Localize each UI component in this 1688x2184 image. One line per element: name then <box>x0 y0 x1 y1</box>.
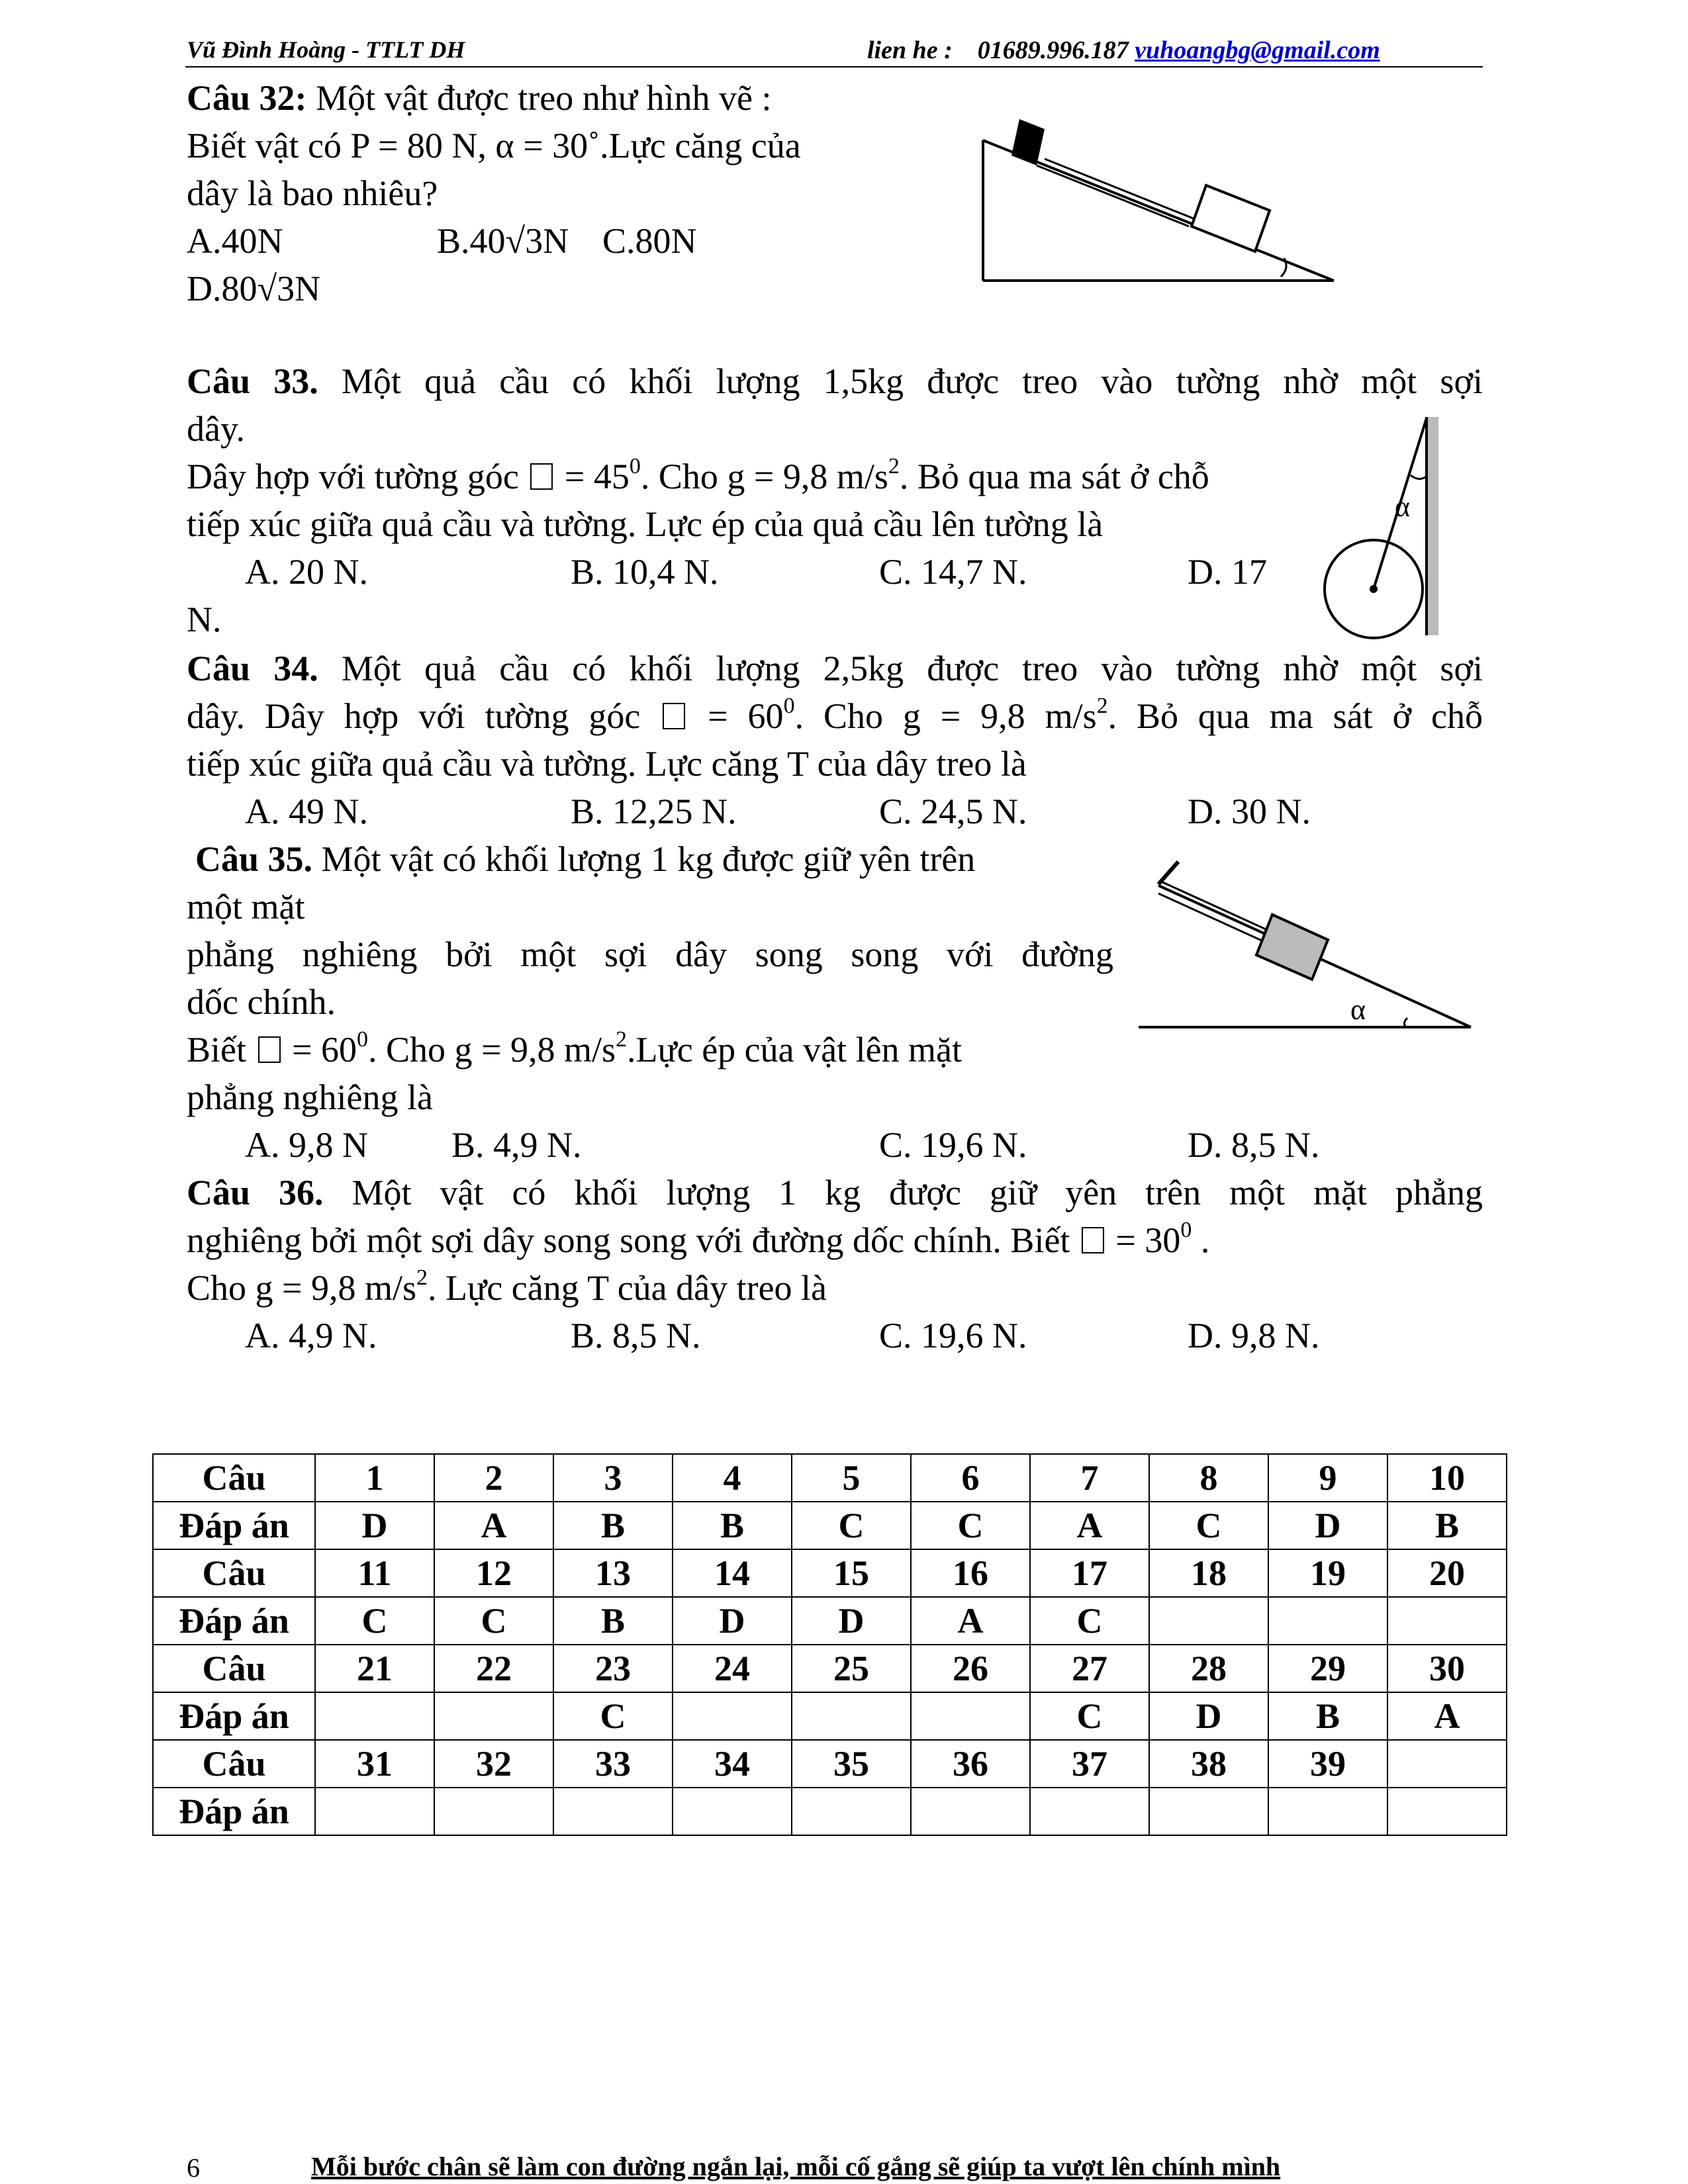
answer-table-cell: 12 <box>434 1549 553 1597</box>
q33-label: Câu 33. <box>187 361 318 401</box>
q32-figure <box>973 113 1344 291</box>
page-number: 6 <box>187 2153 200 2183</box>
answer-table-cell: 3 <box>553 1454 673 1502</box>
q32-line2: Biết vật có P = 80 N, α = 30˚.Lực căng của <box>187 126 801 165</box>
answer-table-row-header: Đáp án <box>153 1692 315 1740</box>
q32-option-a: A.40N <box>187 221 283 261</box>
q36-option-c: C. 19,6 N. <box>879 1316 1027 1355</box>
answer-table-cell: C <box>315 1597 434 1645</box>
q34-line2: dây. Dây hợp với tường góc = $60^0$. Cho g = 9,8 $m/s^2$. Bỏ qua ma sát ở chỗ <box>187 694 1483 736</box>
q35-line5: Biết = $60^0$. Cho g = 9,8 $m/s^2.Lực$ ép của vật lên mặt <box>187 1027 962 1069</box>
answer-table-cell: 6 <box>911 1454 1030 1502</box>
q33-option-c: C. 14,7 N. <box>879 552 1027 592</box>
missing-glyph-box <box>258 1036 281 1063</box>
answer-table-cell <box>911 1788 1030 1835</box>
answer-table-cell <box>792 1788 911 1835</box>
answer-table-cell <box>1149 1788 1268 1835</box>
answer-table-row <box>153 1788 1507 1835</box>
header-contact-label: lien he : <box>867 36 953 64</box>
answer-table-cell <box>911 1692 1030 1740</box>
q35-line2: một mặt <box>187 887 305 927</box>
answer-table-cell: 39 <box>1268 1740 1387 1788</box>
q32-rope <box>1045 159 1198 220</box>
answer-table-row-header: Đáp án <box>153 1788 315 1835</box>
q36-option-a: A. 4,9 N. <box>245 1316 377 1355</box>
answer-table-cell: 19 <box>1268 1549 1387 1597</box>
q34-label: Câu 34. <box>187 649 318 688</box>
q36-line1: Câu 36. Một vật có khối lượng 1 kg được giữ yên trên một mặt phẳng <box>187 1173 1483 1212</box>
answer-table-row <box>153 1597 1507 1645</box>
q35-line6: phẳng nghiêng là <box>187 1077 433 1117</box>
answer-table-cell: 13 <box>553 1549 673 1597</box>
answer-table-cell: B <box>1387 1502 1507 1549</box>
answer-table-cell: 35 <box>792 1740 911 1788</box>
q35-block <box>1256 915 1328 979</box>
answer-table-cell: 10 <box>1387 1454 1507 1502</box>
q33-wall-hatch <box>1428 417 1438 635</box>
q35-angle-arc <box>1404 1018 1407 1027</box>
q35-rope <box>1161 882 1266 929</box>
answer-table-cell <box>315 1788 434 1835</box>
answer-table-cell: 21 <box>315 1645 434 1692</box>
answer-table-row-header: Câu <box>153 1645 315 1692</box>
answer-table-cell: 15 <box>792 1549 911 1597</box>
q35-option-c: C. 19,6 N. <box>879 1125 1027 1165</box>
q32-option-d: D.80√3N <box>187 269 321 308</box>
answer-table-cell: C <box>792 1502 911 1549</box>
answer-table-cell: 28 <box>1149 1645 1268 1692</box>
header-author: Vũ Đình Hoàng - TTLT DH <box>187 36 465 63</box>
q35-rope-2 <box>1158 893 1263 941</box>
answer-table-cell: 25 <box>792 1645 911 1692</box>
answer-table-cell: 38 <box>1149 1740 1268 1788</box>
q35-line4: dốc chính. <box>187 982 336 1022</box>
answer-table-row-header: Đáp án <box>153 1502 315 1549</box>
q34-line3: tiếp xúc giữa quả cầu và tường. Lực căng T của dây treo là <box>187 744 1027 784</box>
answer-table-row <box>153 1645 1507 1692</box>
answer-table-cell: 33 <box>553 1740 673 1788</box>
q33-line2: dây. <box>187 409 245 449</box>
q33-angle-arc <box>1411 475 1427 479</box>
q34-option-c: C. 24,5 N. <box>879 792 1027 831</box>
answer-table-cell <box>1268 1597 1387 1645</box>
header-phone: 01689.996.187 <box>977 36 1129 64</box>
answer-table-cell <box>434 1788 553 1835</box>
answer-table-cell <box>673 1788 792 1835</box>
answer-table-cell: C <box>911 1502 1030 1549</box>
missing-glyph-box <box>663 703 685 729</box>
q33-option-d-cont: N. <box>187 600 222 639</box>
answer-table-row-header: Câu <box>153 1454 315 1502</box>
answer-table-cell: 24 <box>673 1645 792 1692</box>
answer-table-cell: B <box>1268 1692 1387 1740</box>
answer-table-cell <box>1030 1788 1149 1835</box>
answer-table-cell: B <box>673 1502 792 1549</box>
answer-table-cell <box>1268 1788 1387 1835</box>
answer-table-cell <box>1387 1597 1507 1645</box>
answer-table-row <box>153 1502 1507 1549</box>
header-rule <box>185 66 1483 68</box>
q32-line1: Câu 32: Một vật được treo như hình vẽ : <box>187 78 772 118</box>
q32-option-b: B.40√3N <box>437 221 569 261</box>
q36-option-b: B. 8,5 N. <box>571 1316 701 1355</box>
answer-table-cell: 27 <box>1030 1645 1149 1692</box>
answer-table-cell: A <box>911 1597 1030 1645</box>
q33-line1: Câu 33. Một quả cầu có khối lượng 1,5kg được treo vào tường nhờ một sợi <box>187 361 1483 401</box>
answer-table-cell: D <box>673 1597 792 1645</box>
q33-alpha-label: α <box>1395 490 1411 523</box>
answer-table-cell: 30 <box>1387 1645 1507 1692</box>
q35-line1: Câu 35. Một vật có khối lượng 1 kg được giữ yên trên <box>195 839 976 879</box>
missing-glyph-box <box>530 463 553 490</box>
q32-rope-2 <box>1037 165 1189 226</box>
answer-table-row-header: Đáp án <box>153 1597 315 1645</box>
q35-figure <box>1125 854 1483 1042</box>
q34-option-a: A. 49 N. <box>245 792 368 831</box>
answer-table-cell: C <box>1149 1502 1268 1549</box>
q32-line3: dây là bao nhiêu? <box>187 173 438 213</box>
answer-table-row <box>153 1454 1507 1502</box>
header-email-link[interactable]: vuhoangbg@gmail.com <box>1135 36 1380 64</box>
q33-ball-center <box>1370 585 1378 593</box>
answer-table-cell: 16 <box>911 1549 1030 1597</box>
answer-table-cell: 1 <box>315 1454 434 1502</box>
answer-table-cell <box>315 1692 434 1740</box>
answer-table-cell: B <box>553 1597 673 1645</box>
q35-wall-peg <box>1158 862 1178 884</box>
q35-option-d: D. 8,5 N. <box>1188 1125 1320 1165</box>
q33-option-b: B. 10,4 N. <box>571 552 719 592</box>
q33-option-a: A. 20 N. <box>245 552 368 592</box>
answer-table-cell <box>434 1692 553 1740</box>
q34-option-b: B. 12,25 N. <box>571 792 737 831</box>
answer-table-cell: 11 <box>315 1549 434 1597</box>
answer-table-cell: 29 <box>1268 1645 1387 1692</box>
q33-line4: tiếp xúc giữa quả cầu và tường. Lực ép của quả cầu lên tường là <box>187 504 1103 544</box>
q35-line3: phẳng nghiêng bởi một sợi dây song song với đường <box>187 934 1113 974</box>
q36-option-d: D. 9,8 N. <box>1188 1316 1320 1355</box>
answer-table-cell: 23 <box>553 1645 673 1692</box>
answer-table-cell: 31 <box>315 1740 434 1788</box>
answer-table-cell: C <box>1030 1692 1149 1740</box>
answer-table-cell: 26 <box>911 1645 1030 1692</box>
answer-table-cell: 36 <box>911 1740 1030 1788</box>
answer-table-cell: 14 <box>673 1549 792 1597</box>
answer-table-cell: 8 <box>1149 1454 1268 1502</box>
answer-table-cell: D <box>792 1597 911 1645</box>
answer-table-cell: 32 <box>434 1740 553 1788</box>
answer-table-row <box>153 1692 1507 1740</box>
q32-label: Câu 32: <box>187 78 307 118</box>
footer-motto: Mỗi bước chân sẽ làm con đường ngắn lại, mỗi cố gắng sẽ giúp ta vượt lên chính mình <box>311 2152 1281 2181</box>
answer-table-cell: 34 <box>673 1740 792 1788</box>
q36-label: Câu 36. <box>187 1173 324 1212</box>
q32-anchor-block <box>1011 119 1045 165</box>
answer-table-cell: 7 <box>1030 1454 1149 1502</box>
q33-figure <box>1321 410 1453 642</box>
answer-table-cell: D <box>315 1502 434 1549</box>
answer-table-cell <box>1387 1740 1507 1788</box>
answer-table-row-header: Câu <box>153 1740 315 1788</box>
answer-table-cell: 22 <box>434 1645 553 1692</box>
answer-table <box>152 1453 1507 1836</box>
q34-line1: Câu 34. Một quả cầu có khối lượng 2,5kg được treo vào tường nhờ một sợi <box>187 649 1483 688</box>
answer-table-cell: A <box>1387 1692 1507 1740</box>
missing-glyph-box <box>1082 1227 1104 1253</box>
answer-table-cell <box>792 1692 911 1740</box>
answer-table-cell: A <box>1030 1502 1149 1549</box>
answer-table-cell: C <box>1030 1597 1149 1645</box>
answer-table-row <box>153 1549 1507 1597</box>
answer-table-cell: C <box>553 1692 673 1740</box>
answer-table-cell: 20 <box>1387 1549 1507 1597</box>
q35-label: Câu 35. <box>195 839 313 879</box>
answer-table-row-header: Câu <box>153 1549 315 1597</box>
answer-table-cell: 17 <box>1030 1549 1149 1597</box>
q32-hanging-block <box>1192 185 1270 251</box>
answer-table-cell: 4 <box>673 1454 792 1502</box>
answer-table-cell <box>1149 1597 1268 1645</box>
answer-table-cell: 18 <box>1149 1549 1268 1597</box>
answer-table-cell: 37 <box>1030 1740 1149 1788</box>
answer-table-cell <box>553 1788 673 1835</box>
answer-table-cell: 2 <box>434 1454 553 1502</box>
q35-option-a: A. 9,8 N <box>245 1125 368 1165</box>
answer-table-cell: D <box>1268 1502 1387 1549</box>
answer-table-cell <box>1387 1788 1507 1835</box>
q34-option-d: D. 30 N. <box>1188 792 1311 831</box>
q36-line2: nghiêng bởi một sợi dây song song với đường dốc chính. Biết = $30^0$ . <box>187 1218 1210 1260</box>
q33-line3: Dây hợp với tường góc = $45^0$. Cho g = 9,8 $m/s^2$. Bỏ qua ma sát ở chỗ <box>187 454 1209 496</box>
answer-table-cell: 9 <box>1268 1454 1387 1502</box>
answer-table-cell: B <box>553 1502 673 1549</box>
answer-table-cell: D <box>1149 1692 1268 1740</box>
q32-option-c: C.80N <box>602 221 697 261</box>
answer-table-cell: 5 <box>792 1454 911 1502</box>
answer-table-cell: C <box>434 1597 553 1645</box>
answer-table-row <box>153 1740 1507 1788</box>
answer-table-cell: A <box>434 1502 553 1549</box>
header-contact <box>867 36 1380 65</box>
q35-option-b: B. 4,9 N. <box>451 1125 582 1165</box>
q36-line3: Cho g = 9,8 $m/s^2$. Lực căng T của dây treo là <box>187 1265 827 1308</box>
q35-alpha-label: α <box>1350 993 1366 1026</box>
answer-table-cell <box>673 1692 792 1740</box>
q33-option-d: D. 17 <box>1188 552 1267 592</box>
